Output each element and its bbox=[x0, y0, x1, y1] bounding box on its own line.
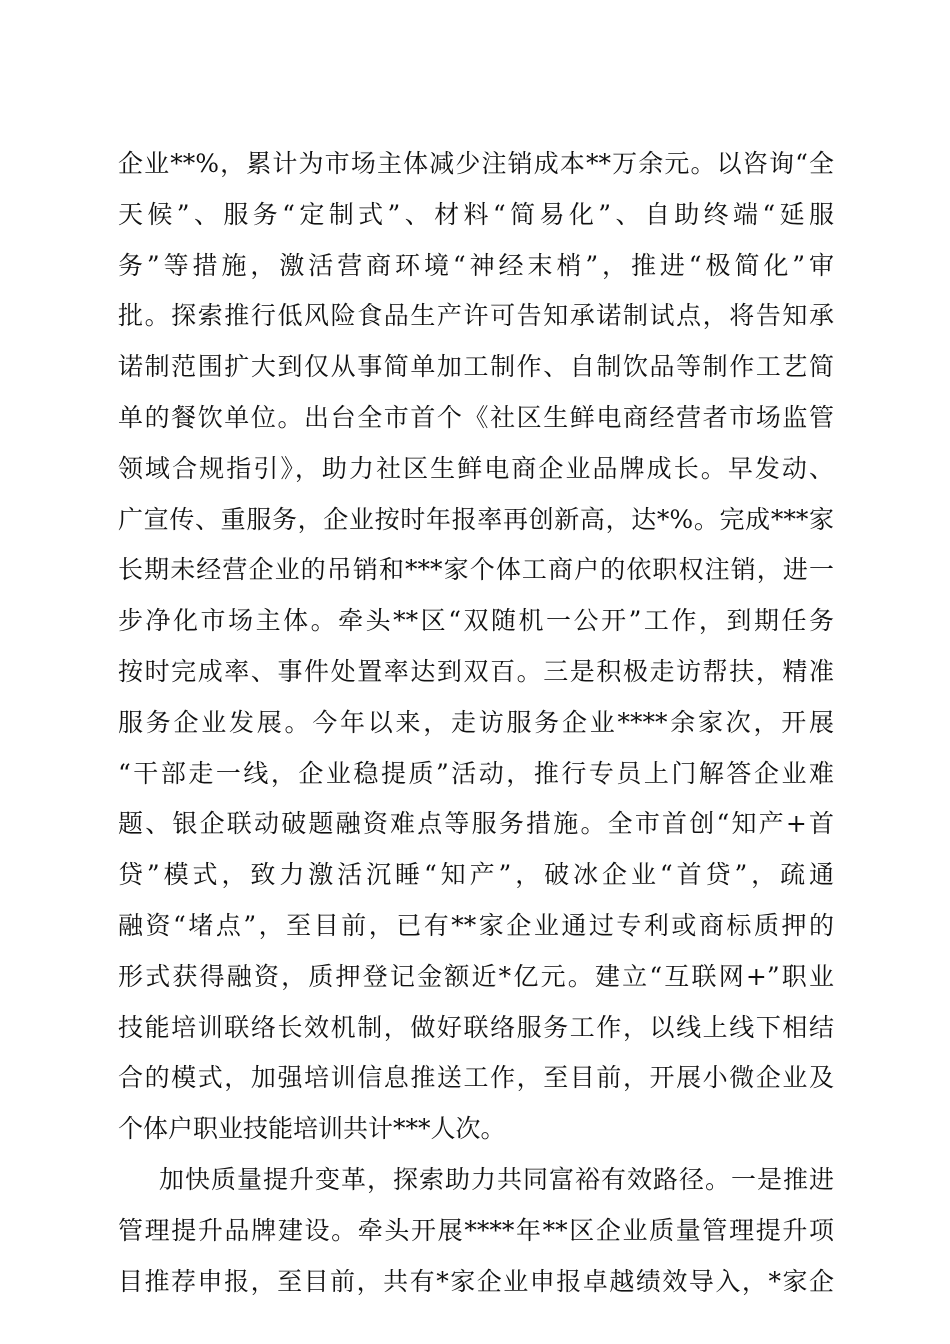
text-line: 个体户职业技能培训共计***人次。 bbox=[118, 1114, 506, 1144]
text-line: 合的模式，加强培训信息推送工作，至目前，开展小微企业及 bbox=[118, 1063, 834, 1093]
text-line: 诺制范围扩大到仅从事简单加工制作、自制饮品等制作工艺简 bbox=[118, 352, 834, 382]
text-line: 按时完成率、事件处置率达到双百。三是积极走访帮扶，精准 bbox=[118, 656, 834, 686]
text-line: 领域合规指引》，助力社区生鲜电商企业品牌成长。早发动、 bbox=[118, 453, 834, 483]
text-line: 服务企业发展。今年以来，走访服务企业****余家次，开展 bbox=[118, 707, 834, 737]
text-line: 题、银企联动破题融资难点等服务措施。全市首创“知产+首 bbox=[118, 809, 834, 839]
text-line: 步净化市场主体。牵头**区“双随机一公开”工作，到期任务 bbox=[118, 606, 834, 636]
text-line: 贷”模式，致力激活沉睡“知产”，破冰企业“首贷”，疏通 bbox=[118, 860, 834, 890]
text-line: 务”等措施，激活营商环境“神经末梢”，推进“极简化”审 bbox=[118, 250, 834, 280]
text-line: 目推荐申报，至目前，共有*家企业申报卓越绩效导入，*家企 bbox=[118, 1266, 834, 1296]
paragraph-start-line: 加快质量提升变革，探索助力共同富裕有效路径。一是推进 bbox=[159, 1164, 834, 1194]
text-line: 融资“堵点”，至目前，已有**家企业通过专利或商标质押的 bbox=[118, 910, 834, 940]
text-line: 批。探索推行低风险食品生产许可告知承诺制试点，将告知承 bbox=[118, 301, 834, 331]
text-line: 单的餐饮单位。出台全市首个《社区生鲜电商经营者市场监管 bbox=[118, 402, 834, 432]
text-line: 天候”、服务“定制式”、材料“简易化”、自助终端“延服 bbox=[118, 199, 834, 229]
text-line: 广宣传、重服务，企业按时年报率再创新高，达*%。完成***家 bbox=[118, 504, 834, 534]
text-line: “干部走一线，企业稳提质”活动，推行专员上门解答企业难 bbox=[118, 758, 834, 788]
text-line: 企业**%，累计为市场主体减少注销成本**万余元。以咨询“全 bbox=[118, 149, 834, 178]
text-line: 管理提升品牌建设。牵头开展****年**区企业质量管理提升项 bbox=[118, 1215, 834, 1245]
text-line: 形式获得融资，质押登记金额近*亿元。建立“互联网+”职业 bbox=[118, 961, 834, 991]
text-line: 技能培训联络长效机制，做好联络服务工作，以线上线下相结 bbox=[118, 1012, 834, 1042]
body-text bbox=[118, 139, 834, 1307]
text-line: 长期未经营企业的吊销和***家个体工商户的依职权注销，进一 bbox=[118, 555, 834, 585]
